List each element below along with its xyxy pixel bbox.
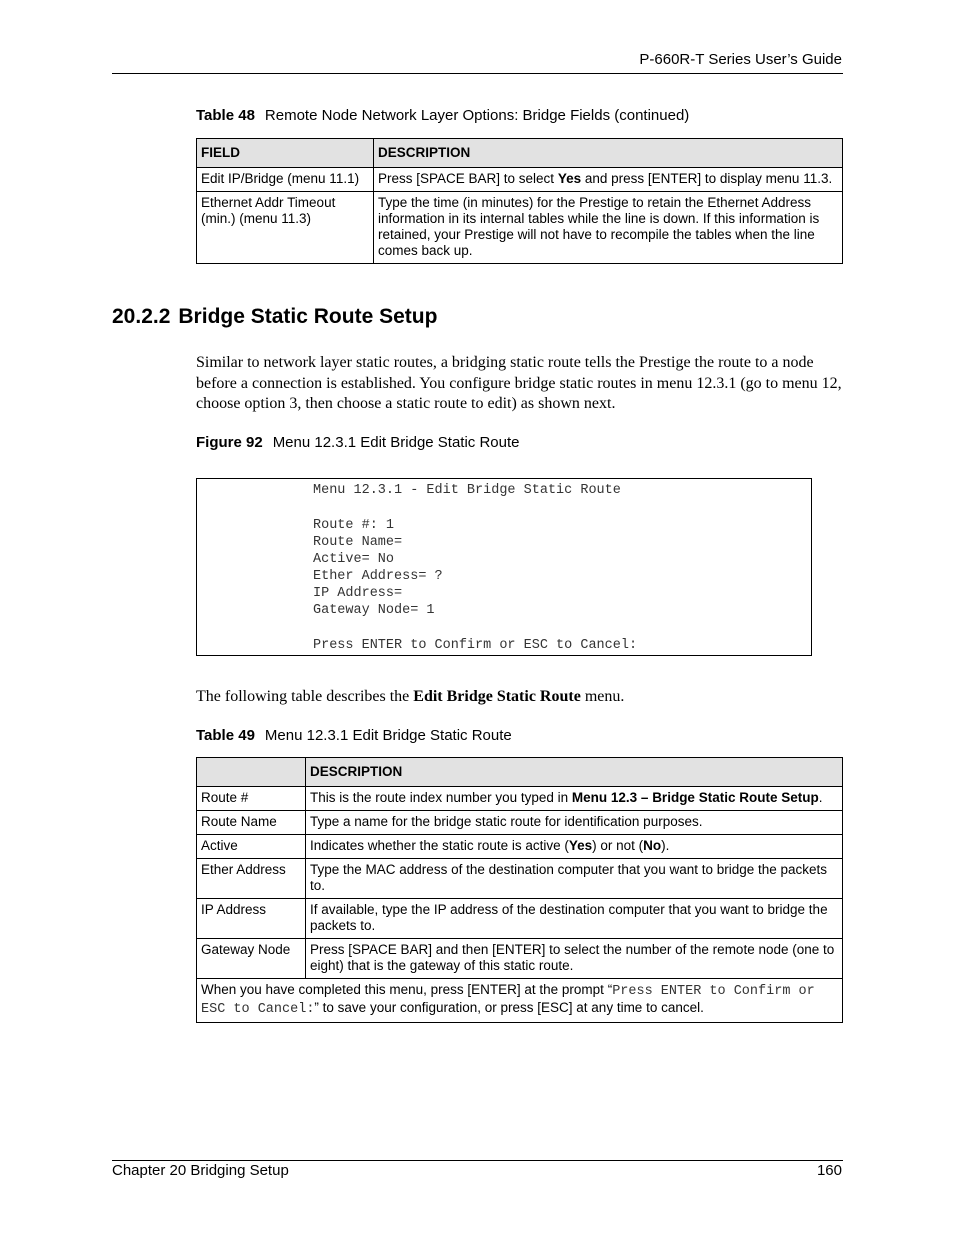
table48-field-cell: Ethernet Addr Timeout (min.) (menu 11.3) [197,192,374,264]
terminal-line: IP Address= [313,586,403,601]
footer-text: When you have completed this menu, press [ENTER] at the prompt “ [201,982,613,997]
desc-text: ) or not ( [592,838,644,853]
desc-bold: Menu 12.3 – Bridge Static Route Setup [571,790,819,805]
table49-footer-row [197,979,843,1023]
table49-field-cell: Gateway Node [197,939,306,979]
desc-bold: Yes [557,171,582,186]
table-row [197,192,843,264]
figure92-label: Figure 92 [196,434,263,451]
table-row [197,787,843,811]
table48-description-cell: Type the time (in minutes) for the Prestige to retain the Ethernet Address information in its internal tables while the line is down. If this information is retained, your Prestige will not have to recompile the tables when the line comes back up. [374,192,843,264]
table-row [197,859,843,899]
table49-field-cell: Route # [197,787,306,811]
table-row [197,168,843,192]
table49-field-cell: Active [197,835,306,859]
section-title: Bridge Static Route Setup [178,305,438,328]
desc-text: Press [SPACE BAR] to select [378,171,558,186]
table49-label: Table 49 [196,727,255,744]
table48-label: Table 48 [196,107,255,124]
table49-description-cell: Type a name for the bridge static route for identification purposes. [306,811,843,835]
table48-caption [196,107,689,124]
table49-field-cell: Route Name [197,811,306,835]
table49-caption [196,727,512,744]
table49-header-row [197,758,843,787]
footer-chapter: Chapter 20 Bridging Setup [112,1162,289,1179]
terminal-line: Menu 12.3.1 - Edit Bridge Static Route [313,483,621,498]
footer-rule [112,1160,843,1161]
table-row [197,835,843,859]
table49-footer-cell [197,979,843,1023]
terminal-line: Route Name= [313,535,403,550]
desc-text: and press [ENTER] to display menu 11.3. [581,171,833,186]
terminal-line: Press ENTER to Confirm or ESC to Cancel: [313,638,638,653]
terminal-screen [196,478,812,656]
terminal-line: Active= No [313,552,395,567]
figure92-caption [196,434,520,451]
desc-text: . [818,790,823,805]
table49-description-cell [306,787,843,811]
table-row [197,899,843,939]
table48-header-description: DESCRIPTION [374,139,843,168]
table48-header-row [197,139,843,168]
table49-description-cell: Type the MAC address of the destination computer that you want to bridge the packets to. [306,859,843,899]
table48 [196,138,843,264]
section-heading [112,305,437,329]
desc-text: This is the route index number you typed in [310,790,572,805]
desc-text: Indicates whether the static route is active ( [310,838,569,853]
desc-bold: No [643,838,662,853]
header-rule [112,73,843,74]
para-bold: Edit Bridge Static Route [413,688,581,705]
table49-header-description: DESCRIPTION [306,758,843,787]
desc-bold: Yes [568,838,593,853]
describe-paragraph [196,687,846,708]
table49-description-cell: If available, type the IP address of the destination computer that you want to bridge the packets to. [306,899,843,939]
desc-text: ). [661,838,670,853]
table49-field-cell: IP Address [197,899,306,939]
footer-prompt-mono: Press ENTER to Confirm or ESC to Cancel: [201,984,815,1017]
intro-paragraph: Similar to network layer static routes, a bridging static route tells the Prestige the route to a node before a connection is established. You configure bridge static routes in menu 12.3.1 (go to menu 12, choose option 3, then choose a static route to edit) as shown next. [196,354,842,412]
table-row [197,939,843,979]
table48-header-field: FIELD [197,139,374,168]
section-number: 20.2.2 [112,305,171,328]
table49-title: Menu 12.3.1 Edit Bridge Static Route [264,727,512,744]
footer-page-number: 160 [816,1162,842,1179]
table49-header-field [197,758,306,787]
table-row [197,811,843,835]
terminal-line: Gateway Node= 1 [313,603,435,618]
figure92-title: Menu 12.3.1 Edit Bridge Static Route [272,434,520,451]
table48-title: Remote Node Network Layer Options: Bridge Fields (continued) [264,107,690,124]
table49 [196,757,843,1023]
table49-description-cell [306,835,843,859]
footer-text: ” to save your configuration, or press [ESC] at any time to cancel. [314,1000,704,1015]
para-text: The following table describes the [196,688,414,705]
table49-field-cell: Ether Address [197,859,306,899]
terminal-line: Ether Address= ? [313,569,443,584]
running-header: P-660R-T Series User’s Guide [639,51,842,68]
table48-description-cell [374,168,843,192]
table49-description-cell: Press [SPACE BAR] and then [ENTER] to select the number of the remote node (one to eight) that is the gateway of this static route. [306,939,843,979]
table48-field-cell: Edit IP/Bridge (menu 11.1) [197,168,374,192]
para-text: menu. [580,688,625,705]
terminal-line: Route #: 1 [313,518,395,533]
